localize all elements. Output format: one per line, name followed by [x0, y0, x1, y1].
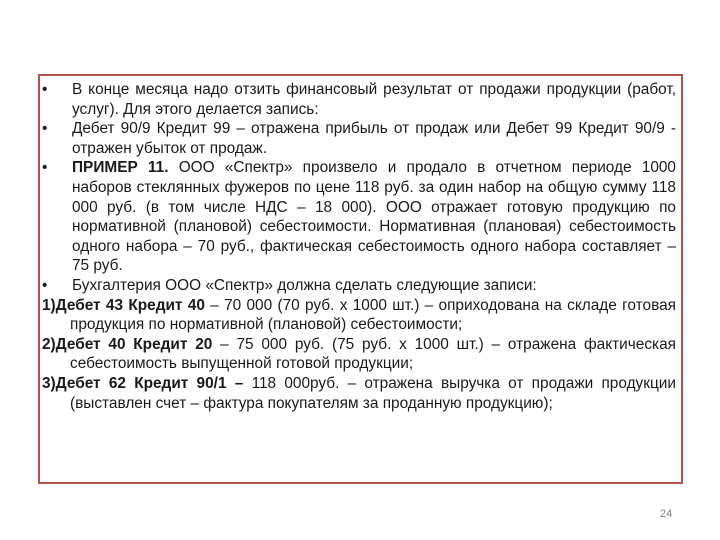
- bullet-item-1: [42, 80, 676, 119]
- bullet-icon: •: [42, 276, 48, 294]
- page-number: 24: [660, 508, 673, 520]
- bullet-item-2: [42, 119, 676, 158]
- entry-item-2: [42, 335, 676, 374]
- bullet-text: Дебет 90/9 Кредит 99 – отражена прибыль от продаж или Дебет 99 Кредит 90/9 - отражен убыток от продаж.: [72, 120, 676, 157]
- entry-accounts: 2)Дебет 40 Кредит 20: [42, 335, 213, 353]
- bullet-icon: •: [42, 81, 48, 98]
- entry-text: – 75 000 руб. (75 руб. х 1000 шт.) – отражена фактическая себестоимость выпущенной готовой продукции;: [70, 335, 676, 373]
- bullet-text: В конце месяца надо отзить финансовый результат от продажи продукции (работ, услуг). Для этого делается запись:: [72, 81, 676, 118]
- entry-text: – 70 000 (70 руб. х 1000 шт.) – оприходована на складе готовая продукция по нормативной (плановой) себестоимости;: [70, 296, 676, 334]
- bullet-icon: •: [42, 120, 48, 138]
- bullet-text: Бухгалтерия ООО «Спектр» должна сделать следующие записи:: [72, 276, 537, 294]
- entry-accounts: 1)Дебет 43 Кредит 40: [42, 296, 205, 314]
- bullet-icon: •: [42, 159, 48, 177]
- slide-content: [42, 80, 676, 413]
- entry-accounts: 3)Дебет 62 Кредит 90/1 –: [42, 374, 244, 392]
- entry-item-1: [42, 296, 676, 335]
- bullet-item-3: [42, 158, 676, 276]
- entry-item-3: [42, 374, 676, 413]
- example-label: ПРИМЕР 11.: [72, 159, 169, 177]
- entry-text: 118 000руб. – отражена выручка от продажи продукции (выставлен счет – фактура покупателям за проданную продукцию);: [70, 374, 676, 412]
- bullet-item-4: [42, 276, 676, 296]
- bullet-text: ООО «Спектр» произвело и продало в отчетном периоде 1000 наборов стеклянных фужеров по цене 118 руб. за один набор на общую сумму 118 000 руб. (в том числе НДС – 18 000). ООО отражает готовую продукцию по нормативной (плановой) себестоимости. Нормативная (плановая) себестоимость одного набора – 70 руб., фактическая себестоимость одного набора составляет – 75 руб.: [72, 159, 676, 275]
